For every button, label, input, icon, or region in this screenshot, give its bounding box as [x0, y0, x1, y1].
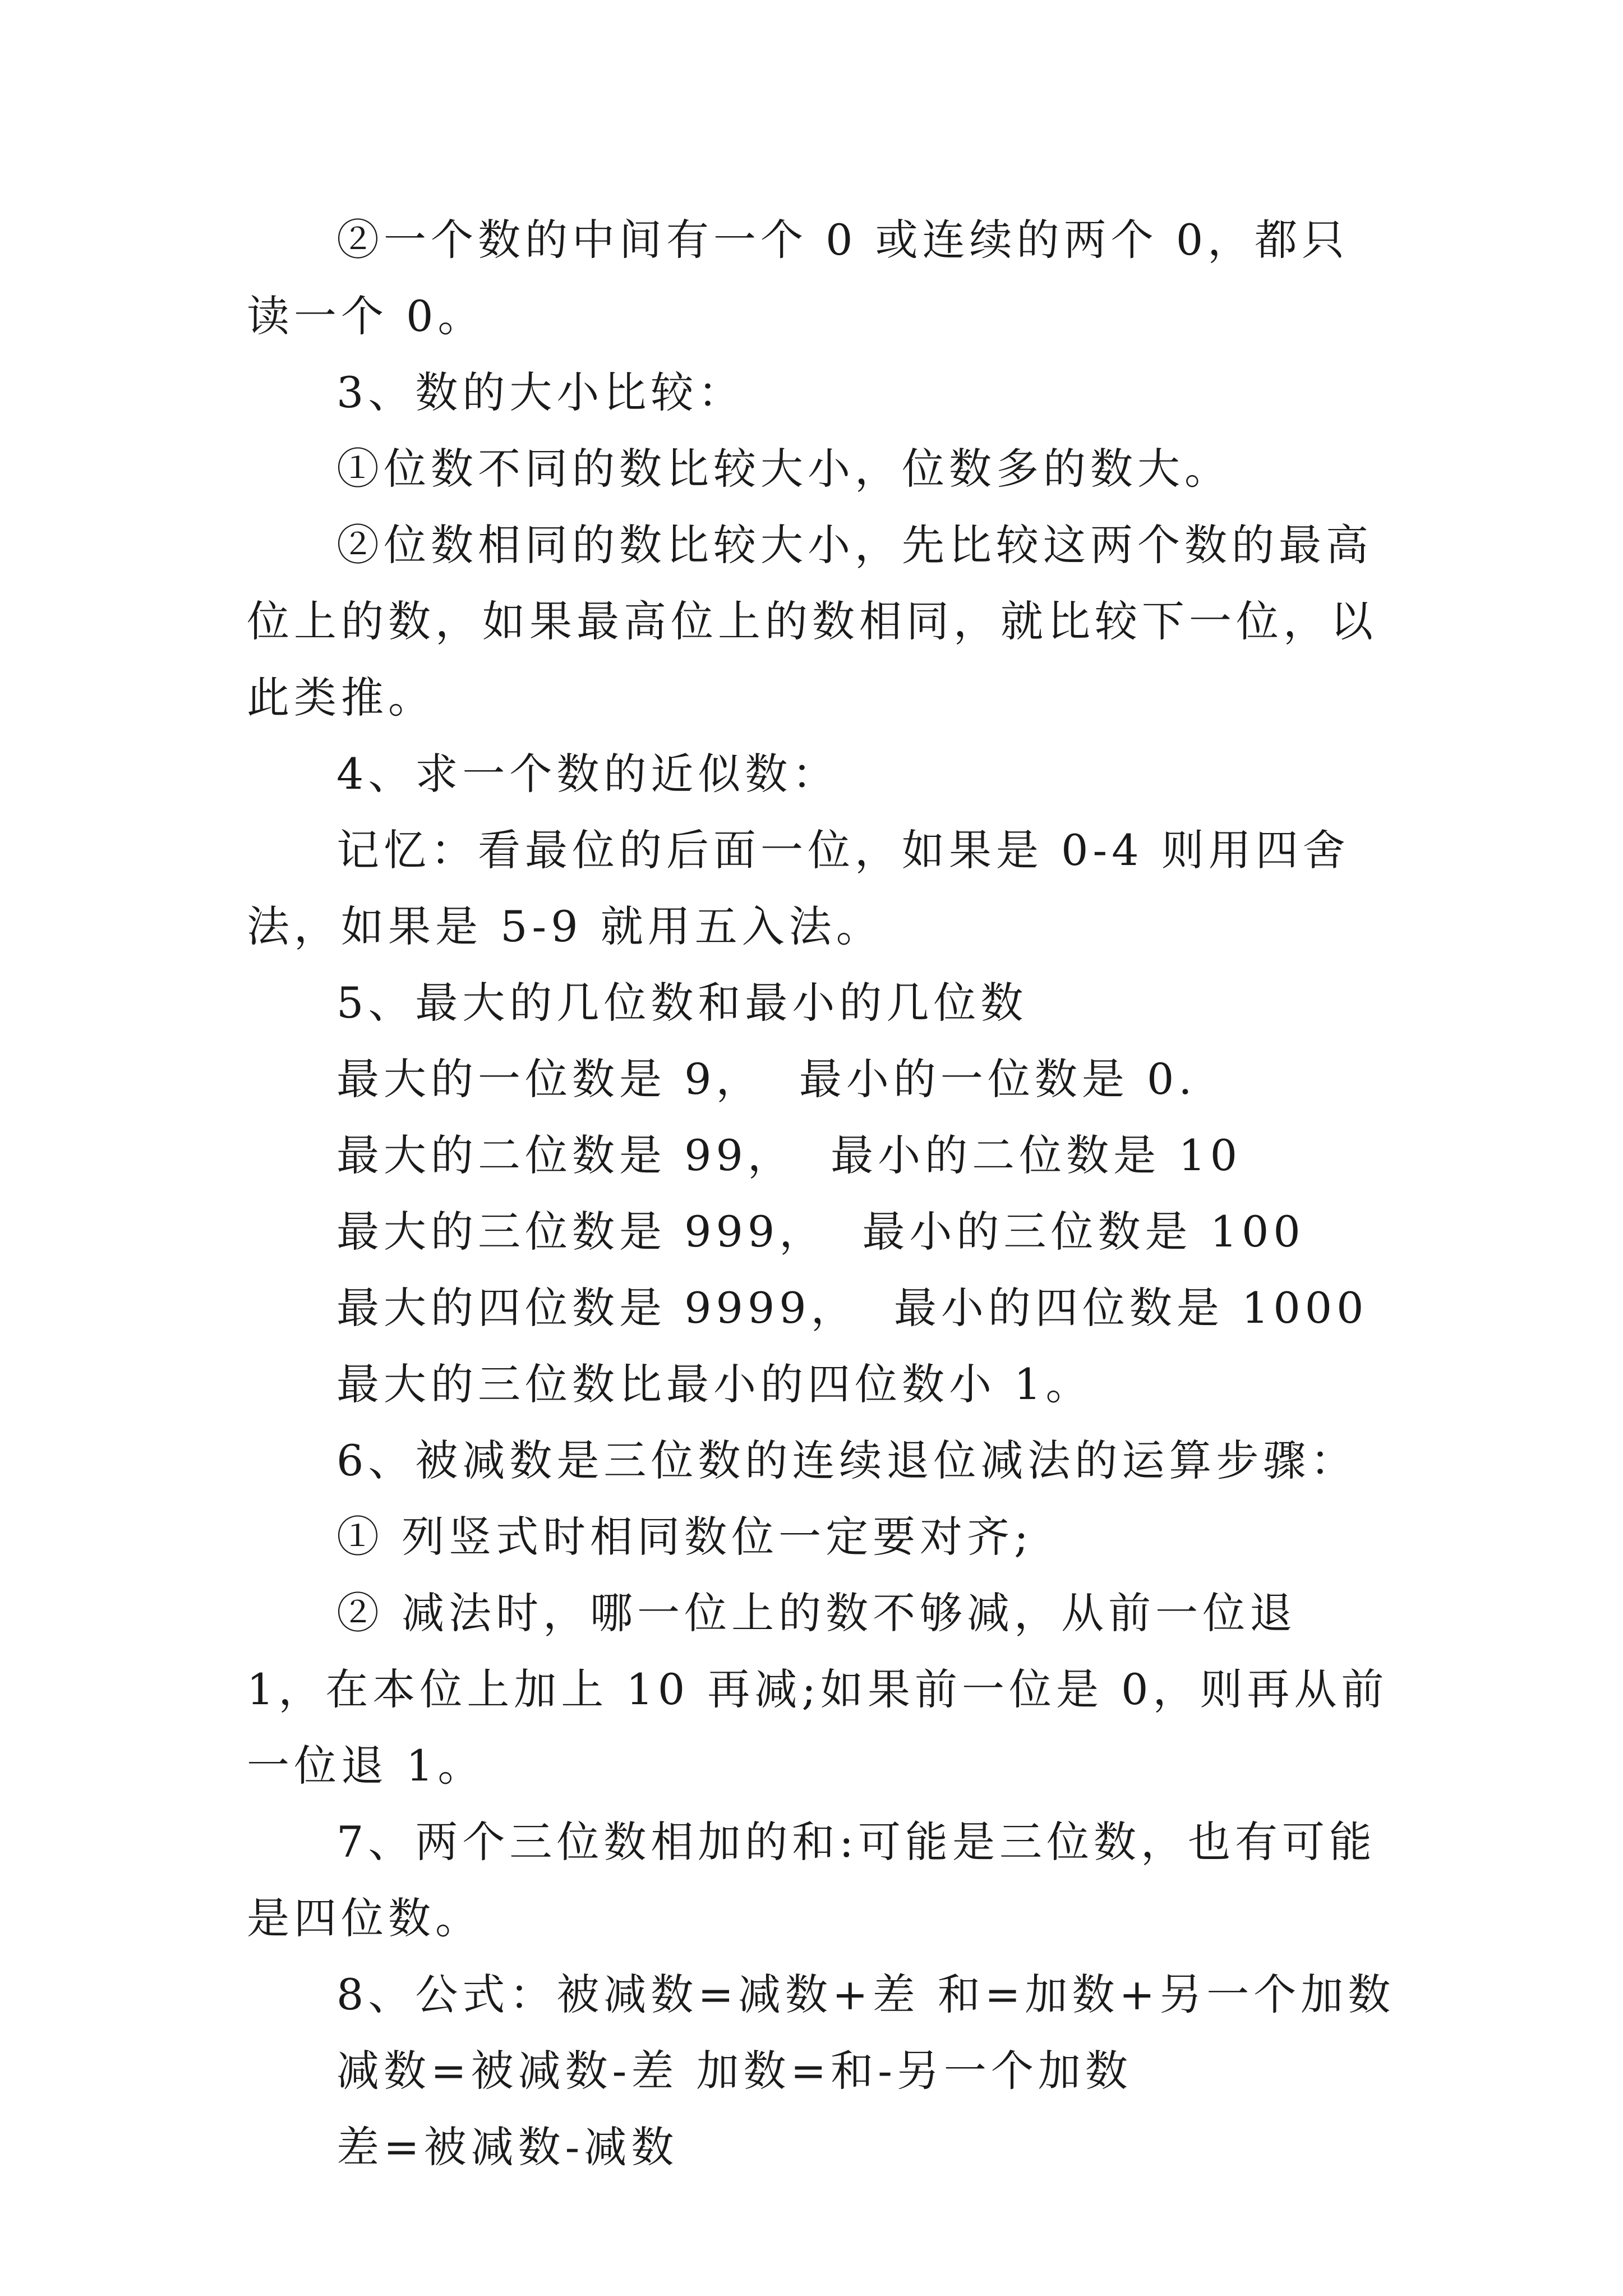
list-item: 最大的二位数是 99， 最小的二位数是 10	[336, 1130, 1242, 1180]
paragraph: ①位数不同的数比较大小，位数多的数大。	[336, 444, 1232, 494]
formula-line: 减数=被减数-差 加数=和-另一个加数	[336, 2046, 1132, 2096]
list-item: 最大的三位数是 999， 最小的三位数是 100	[336, 1207, 1305, 1257]
paragraph: ② 减法时，哪一位上的数不够减，从前一位退 1，在本位上加上 10 再减;如果前一位是 0，则再从前一位退 1。	[247, 1588, 1389, 1791]
list-item: 最大的一位数是 9， 最小的一位数是 0.	[336, 1054, 1197, 1104]
heading-max-min-numbers: 5、最大的几位数和最小的几位数	[336, 978, 1028, 1028]
heading-number-comparison: 3、数的大小比较：	[336, 367, 745, 417]
list-item: 最大的四位数是 9999， 最小的四位数是 1000	[336, 1283, 1368, 1333]
formula-line: 差=被减数-减数	[336, 2122, 679, 2172]
paragraph: ②一个数的中间有一个 0 或连续的两个 0，都只读一个 0。	[247, 215, 1349, 341]
paragraph: 7、两个三位数相加的和:可能是三位数，也有可能是四位数。	[247, 1817, 1376, 1943]
heading-subtraction-steps: 6、被减数是三位数的连续退位减法的运算步骤：	[336, 1435, 1358, 1485]
list-item: ① 列竖式时相同数位一定要对齐;	[336, 1512, 1033, 1562]
paragraph: ②位数相同的数比较大小，先比较这两个数的最高位上的数，如果最高位上的数相同，就比较下一位，以此类推。	[247, 520, 1377, 723]
list-item: 最大的三位数比最小的四位数小 1。	[336, 1359, 1093, 1409]
heading-approximate-number: 4、求一个数的近似数：	[336, 749, 840, 799]
document-body	[247, 202, 1395, 2185]
paragraph: 记忆：看最位的后面一位，如果是 0-4 则用四舍法，如果是 5-9 就用五入法。	[247, 825, 1350, 951]
formula-line: 8、公式：被减数=减数+差 和=加数+另一个加数	[336, 1970, 1395, 2019]
